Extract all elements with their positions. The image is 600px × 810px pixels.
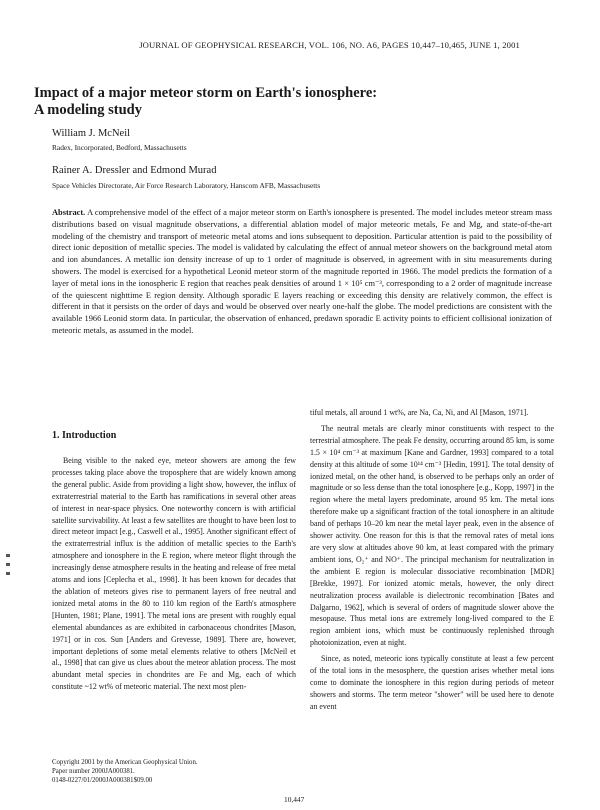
margin-mark bbox=[6, 563, 10, 566]
paper-number: Paper number 2000JA000381. bbox=[52, 768, 135, 775]
left-column bbox=[52, 455, 296, 697]
title-line-1: Impact of a major meteor storm on Earth's ionosphere: bbox=[34, 85, 378, 101]
abstract-label: Abstract. bbox=[52, 208, 86, 217]
author-name: William J. McNeil bbox=[52, 128, 131, 139]
page-number: 10,447 bbox=[284, 795, 305, 804]
body-paragraph: Being visible to the naked eye, meteor showers are among the few processes taking place above the troposphere that are widely known among the general public. Aside from providing a light show, however, the influx of extraterrestrial material to the Earth has ramifications in several other areas of interest in near-space physics. One noteworthy concern is with artificial satellite survivability. At least a few satellites are thought to have been lost to direct meteor impact [e.g., Caswell et al., 1995]. Another significant effect of the extraterrestrial influx is the addition of metallic species to the Earth's atmosphere and ionosphere in the E region, where meteor flight through the increasingly dense atmosphere results in the heating and release of free metal atoms and ions [Ceplecha et al., 1998]. It has been known for decades that the ablation of meteors gives rise to permanent layers of free neutral and ionized metal atoms in the 80 to 110 km region of the Earth's atmosphere [Hunten, 1981; Plane, 1991]. The metal ions are present with roughly equal elemental abundances as are exhibited in carbonaceous chondrites [Mason, 1971] or in cos. Sun [Anders and Grevesse, 1989]. There are, however, important depletions of some metal elements relative to others [McNeil et al., 1998] that can give us clues about the meteor ablation process. The most abundant metal species in chondrites are Fe and Mg, each of which constitute ~12 wt% of meteoric material. The next most plen- bbox=[52, 456, 296, 692]
journal-header: JOURNAL OF GEOPHYSICAL RESEARCH, VOL. 106, NO. A6, PAGES 10,447–10,465, JUNE 1, 2001 bbox=[139, 40, 520, 50]
abstract bbox=[52, 207, 552, 337]
section-heading: 1. Introduction bbox=[52, 430, 117, 441]
author-affiliation: Radex, Incorporated, Bedford, Massachusetts bbox=[52, 143, 187, 152]
paper-title bbox=[34, 85, 574, 119]
margin-mark bbox=[6, 554, 10, 557]
margin-marks bbox=[4, 548, 14, 588]
abstract-text: A comprehensive model of the effect of a major meteor storm on Earth's ionosphere is presented. The model includes meteor stream mass distributions based on visual magnitude observations, a differential ablation model of major meteoric metals, Fe and Mg, and state-of-the-art modeling of the chemistry and transport of meteoric metal atoms and ions subsequent to deposition. Particular attention is paid to the possibility of direct ionic deposition of metallic species. The model is validated by calculating the effect of annual meteor showers on the background metal atom and ion abundances. A metallic ion density increase of up to 1 order of magnitude is observed, in agreement with in situ measurements during showers. The model is exercised for a hypothetical Leonid meteor storm of the magnitude reported in 1966. The model predicts the formation of a layer of metal ions in the ionospheric E region that reaches peak densities of around 1 × 10⁵ cm⁻³, corresponding to a 2 order of magnitude increase of the quiescent nighttime E region density. Although sporadic E layers reaching or exceeding this density are relatively common, the effect is different in that it persists on the order of days and would be observed over nearly one-half the globe. The model predictions are consistent with the available 1966 Leonid storm data. In particular, the observation of enhanced, predawn sporadic E activity points to efficient collisional ionization of meteoric metals, as assumed in the model. bbox=[52, 208, 553, 335]
issn-line: 0148-0227/01/2000JA000381$09.00 bbox=[52, 777, 153, 784]
body-paragraph: tiful metals, all around 1 wt%, are Na, Ca, Ni, and Al [Mason, 1971]. bbox=[310, 408, 529, 417]
margin-mark bbox=[6, 572, 10, 575]
copyright-line: Copyright 2001 by the American Geophysical Union. bbox=[52, 759, 198, 766]
right-column bbox=[310, 407, 554, 717]
copyright-block bbox=[52, 758, 296, 785]
author-name: Rainer A. Dressler and Edmond Murad bbox=[52, 165, 217, 176]
title-line-2: A modeling study bbox=[34, 102, 142, 118]
author-affiliation: Space Vehicles Directorate, Air Force Research Laboratory, Hanscom AFB, Massachusetts bbox=[52, 181, 321, 190]
body-paragraph: The neutral metals are clearly minor constituents with respect to the terrestrial atmosphere. The peak Fe density, occurring around 85 km, is some 1.5 × 10⁴ cm⁻³ at maximum [Kane and Gardner, 1993] compared to a total density at this altitude of some 10¹⁴ cm⁻³ [Hedin, 1991]. The total density of ionized metal, on the other hand, is observed to be perhaps only an order of magnitude or so less dense than the total ionosphere [e.g., Kopp, 1997] in the region where the metal layers predominate, around 95 km. The metal ions therefore make up a significant fraction of the total ionosphere in an altitude band of perhaps 10–20 km near the metal layer peak, even in the absence of shower activity. One reason for this is that the removal rates of metal ions are very slow at altitudes above 90 km, at least compared with the primary ambient ions, O₂⁺ and NO⁺. The principal mechanism for neutralization in the ambient E region is molecular dissociative recombination [MDR] [Brekke, 1997]. For ionized atomic metals, however, the only direct neutralization process available is dielectronic recombination [Bates and Dalgarno, 1962], which is several of orders of magnitude slower above the mesopause. Thus metal ions are extremely long-lived compared to the E region ambient ions, which must be continuously replenished through photoionization, even at night. bbox=[310, 423, 554, 648]
body-paragraph: Since, as noted, meteoric ions typically constitute at least a few percent of the total ions in the mesosphere, the question arises whether metal ions come to dominate the ionosphere in this region during periods of meteor showers and storms. The term meteor "shower" will be used here to denote an event bbox=[310, 654, 554, 711]
